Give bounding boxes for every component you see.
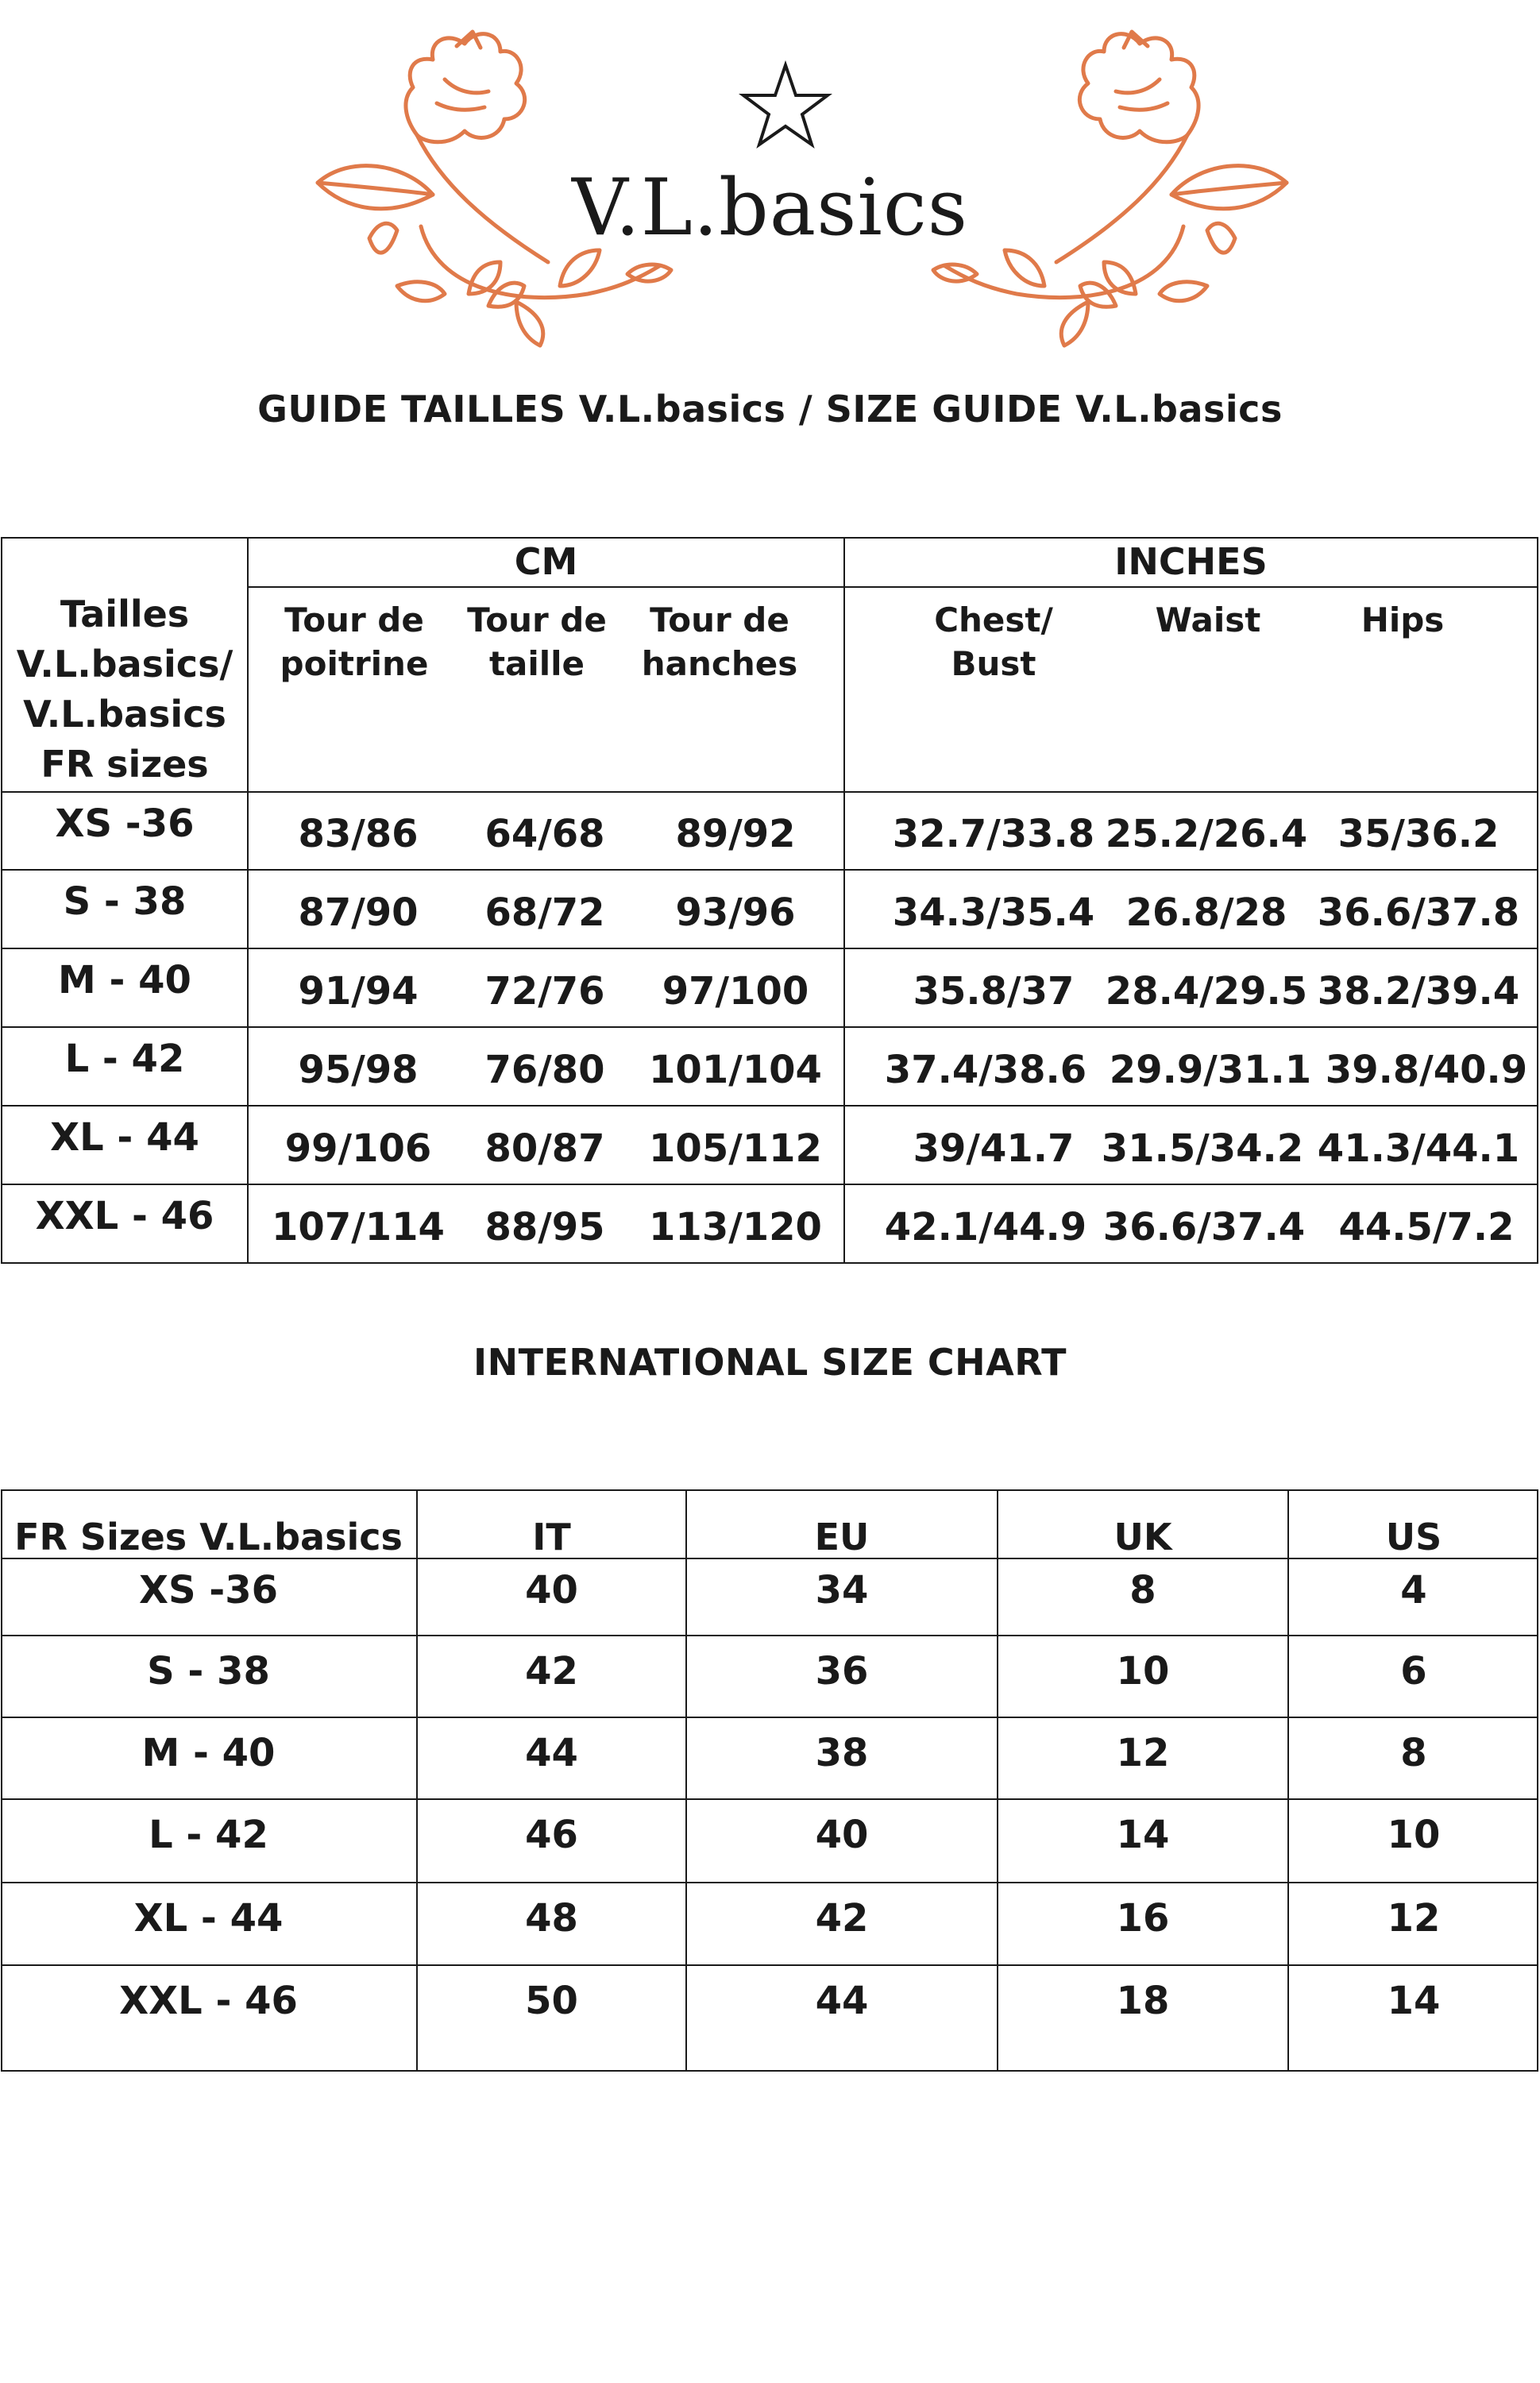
us-size: 4: [1400, 1568, 1427, 1613]
cm-waist-value: 80/87: [484, 1126, 605, 1171]
fr-size: XS -36: [138, 1568, 278, 1613]
cm-waist-value: 72/76: [484, 968, 605, 1014]
in-hips-value: 36.6/37.8: [1317, 890, 1520, 935]
in-bust-value: 35.8/37: [913, 968, 1075, 1014]
it-size: 48: [525, 1896, 578, 1941]
header-it: IT: [532, 1516, 571, 1559]
uk-size: 8: [1129, 1568, 1156, 1613]
header-eu: EU: [814, 1516, 870, 1559]
header-hips: Hips: [1361, 601, 1445, 639]
cm-waist-value: 64/68: [484, 812, 605, 857]
size-label: XS -36: [55, 801, 195, 847]
table-header-row: [1, 1489, 1538, 1558]
eu-size: 36: [815, 1649, 869, 1694]
cm-hips-value: 113/120: [649, 1204, 822, 1249]
international-chart-title: INTERNATIONAL SIZE CHART: [473, 1341, 1067, 1384]
cm-bust-value: 83/86: [298, 812, 419, 857]
cm-waist-value: 76/80: [484, 1047, 605, 1092]
size-label: XL - 44: [50, 1115, 199, 1161]
uk-size: 14: [1116, 1813, 1170, 1858]
size-label: XXL - 46: [35, 1194, 214, 1239]
table-row: [1, 1966, 1538, 2070]
header-tour-de-taille: Tour de taille: [467, 601, 607, 683]
us-size: 12: [1387, 1896, 1441, 1941]
eu-size: 42: [815, 1896, 869, 1941]
in-bust-value: 39/41.7: [913, 1126, 1075, 1171]
in-hips-value: 38.2/39.4: [1317, 968, 1520, 1014]
size-column-header: Tailles V.L.basics/ V.L.basics FR sizes: [16, 592, 234, 786]
uk-size: 12: [1116, 1731, 1170, 1776]
table-row: [1, 1107, 1538, 1184]
table-row: [1, 1559, 1538, 1635]
us-size: 10: [1387, 1813, 1441, 1858]
in-bust-value: 37.4/38.6: [884, 1047, 1087, 1092]
table-row: [1, 1718, 1538, 1798]
size-label: M - 40: [58, 958, 191, 1003]
it-size: 44: [525, 1731, 578, 1776]
it-size: 42: [525, 1649, 578, 1694]
header-waist: Waist: [1155, 601, 1261, 639]
table-row: [1, 871, 1538, 948]
table-row: [1, 1028, 1538, 1105]
header-tour-de-hanches: Tour de hanches: [641, 601, 798, 683]
eu-size: 44: [815, 1979, 869, 2024]
cm-hips-value: 101/104: [649, 1047, 822, 1092]
cm-bust-value: 107/114: [272, 1204, 445, 1249]
fr-size: L - 42: [149, 1813, 268, 1858]
cm-bust-value: 99/106: [284, 1126, 432, 1171]
cm-hips-value: 93/96: [675, 890, 796, 935]
in-bust-value: 32.7/33.8: [892, 812, 1095, 857]
eu-size: 38: [815, 1731, 869, 1776]
group-header-cm: CM: [514, 540, 578, 584]
it-size: 40: [525, 1568, 578, 1613]
size-guide-table: [1, 537, 1538, 1264]
size-guide-title: GUIDE TAILLES V.L.basics / SIZE GUIDE V.L.basics: [257, 388, 1283, 431]
uk-size: 10: [1116, 1649, 1170, 1694]
cm-bust-value: 95/98: [298, 1047, 419, 1092]
cm-waist-value: 88/95: [484, 1204, 605, 1249]
cm-waist-value: 68/72: [484, 890, 605, 935]
uk-size: 18: [1116, 1979, 1170, 2024]
it-size: 46: [525, 1813, 578, 1858]
cm-hips-value: 89/92: [675, 812, 796, 857]
cm-hips-value: 105/112: [649, 1126, 822, 1171]
cm-bust-value: 87/90: [298, 890, 419, 935]
in-hips-value: 39.8/40.9: [1325, 1047, 1528, 1092]
in-bust-value: 42.1/44.9: [884, 1204, 1087, 1249]
fr-size: XL - 44: [133, 1896, 284, 1941]
table-row: [1, 793, 1538, 869]
brand-name: V.L.basics: [572, 163, 968, 253]
table-row: [1, 1883, 1538, 1964]
in-hips-value: 35/36.2: [1337, 812, 1499, 857]
table-row: [1, 1800, 1538, 1882]
header-us: US: [1385, 1516, 1442, 1559]
fr-size: M - 40: [141, 1731, 276, 1776]
cm-bust-value: 91/94: [298, 968, 419, 1014]
eu-size: 34: [815, 1568, 869, 1613]
in-waist-value: 28.4/29.5: [1105, 968, 1308, 1014]
it-size: 50: [525, 1979, 578, 2024]
fr-size: S - 38: [147, 1649, 270, 1694]
international-size-table: [1, 1489, 1538, 2072]
size-label: L - 42: [64, 1037, 185, 1082]
us-size: 6: [1400, 1649, 1427, 1694]
table-row: [1, 1636, 1538, 1717]
star-icon: [743, 65, 828, 145]
table-row: [1, 949, 1538, 1026]
us-size: 8: [1400, 1731, 1427, 1776]
in-waist-value: 26.8/28: [1125, 890, 1287, 935]
us-size: 14: [1387, 1979, 1441, 2024]
header-fr-sizes: FR Sizes V.L.basics: [14, 1516, 403, 1559]
in-hips-value: 41.3/44.1: [1317, 1126, 1520, 1171]
header-chest-bust: Chest/ Bust: [934, 601, 1053, 683]
fr-size: XXL - 46: [119, 1979, 298, 2024]
table-row: [1, 1185, 1538, 1262]
header-uk: UK: [1114, 1516, 1172, 1559]
uk-size: 16: [1116, 1896, 1170, 1941]
in-hips-value: 44.5/7.2: [1338, 1204, 1515, 1249]
in-waist-value: 29.9/31.1: [1109, 1047, 1312, 1092]
header-tour-de-poitrine: Tour de poitrine: [280, 601, 429, 683]
in-waist-value: 25.2/26.4: [1105, 812, 1308, 857]
in-bust-value: 34.3/35.4: [892, 890, 1095, 935]
group-header-inches: INCHES: [1114, 540, 1268, 584]
cm-hips-value: 97/100: [662, 968, 809, 1014]
in-waist-value: 31.5/34.2: [1101, 1126, 1304, 1171]
in-waist-value: 36.6/37.4: [1102, 1204, 1306, 1249]
size-label: S - 38: [63, 879, 187, 925]
eu-size: 40: [815, 1813, 869, 1858]
